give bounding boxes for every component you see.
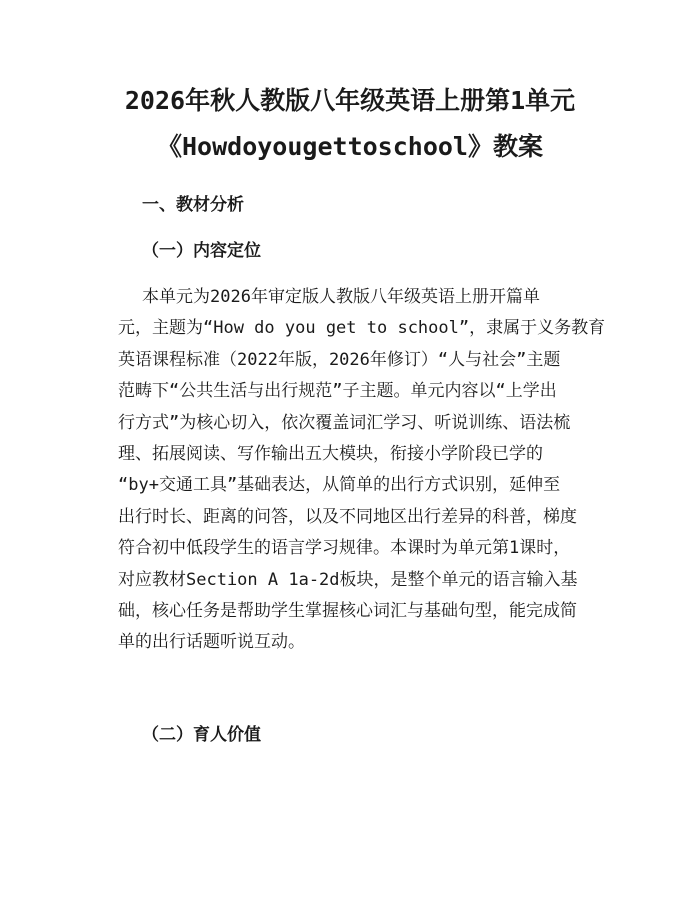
subsection-heading-content-positioning: （一）内容定位 [142,241,261,261]
subsection-heading-educational-value: （二）育人价值 [142,725,261,745]
paragraph-line: 对应教材Section A 1a-2d板块，是整个单元的语言输入基 [118,569,578,590]
paragraph-line: “by+交通工具”基础表达，从简单的出行方式识别，延伸至 [118,475,561,496]
document-title-line-1: 2026年秋人教版八年级英语上册第1单元 [124,86,576,115]
paragraph-line: 单的出行话题听说互动。 [118,632,305,653]
paragraph-content-positioning [118,286,606,663]
paragraph-line: 出行时长、距离的问答，以及不同地区出行差异的科普，梯度 [118,506,577,527]
paragraph-line: 英语课程标准（2022年版，2026年修订）“人与社会”主题 [118,349,561,370]
paragraph-line: 范畴下“公共生活与出行规范”子主题。单元内容以“上学出 [118,381,557,402]
section-heading-textbook-analysis: 一、教材分析 [142,195,244,215]
paragraph-line: 行方式”为核心切入，依次覆盖词汇学习、听说训练、语法梳 [118,412,571,433]
document-title-line-2: 《Howdoyougettoschool》教案 [157,132,543,161]
paragraph-line: 符合初中低段学生的语言学习规律。本课时为单元第1课时， [118,538,571,559]
paragraph-line: 本单元为2026年审定版人教版八年级英语上册开篇单 [142,287,540,307]
paragraph-line: 理、拓展阅读、写作输出五大模块，衔接小学阶段已学的 [118,443,543,464]
paragraph-line: 础，核心任务是帮助学生掌握核心词汇与基础句型，能完成简 [118,600,577,621]
paragraph-line: 元，主题为“How do you get to school”，隶属于义务教育 [118,318,606,339]
